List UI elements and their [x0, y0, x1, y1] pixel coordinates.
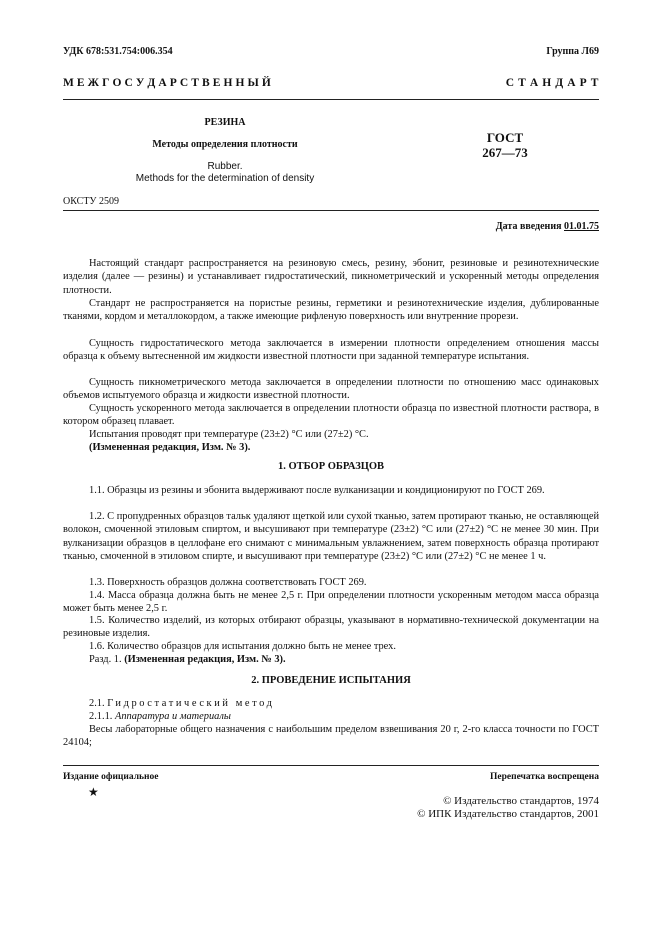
header-divider — [63, 99, 599, 100]
copyright-2001: © ИПК Издательство стандартов, 2001 — [417, 808, 599, 820]
section-1-item-3: 1.3. Поверхность образцов должна соответствовать ГОСТ 269. — [89, 577, 367, 588]
intro-paragraph-2: Стандарт не распространяется на пористые резины, герметики и резинотехнические изделия, дублированные тканями, кордом и металлокордом, а также имеющие рифленую поверхность или внутренние прорези. — [63, 298, 599, 323]
intro-paragraph-4: Сущность пикнометрического метода заключается в определении плотности по отношению масс одинаковых объемов испытуемого образца и жидкости известной плотности. — [63, 377, 599, 402]
section-1-item-1: 1.1. Образцы из резины и эбонита выдерживают после вулканизации и кондиционируют по ГОСТ 269. — [89, 485, 545, 496]
footer-divider — [63, 765, 599, 766]
effective-date — [496, 221, 599, 232]
section-2-text: Весы лабораторные общего назначения с наибольшим пределом взвешивания 20 г, 2-го класса точности по ГОСТ 24104; — [63, 724, 599, 749]
section-1-heading: 1. ОТБОР ОБРАЗЦОВ — [278, 461, 384, 472]
intro-paragraph-6: Испытания проводят при температуре (23±2) °С или (27±2) °С. — [89, 429, 369, 440]
section-1-item-2: 1.2. С пропудренных образцов тальк удаляют щеткой или сухой тканью, затем протирают тканью, не оставляющей волокон, смоченной этиловым спиртом, и высушивают при температуре (23±2) °С или (27±2) °С не менее 30 мин. При вулканизации образцов в целлофане его снимают с минимальным увлажнением, затем поверхность образца протирают тканью, смоченной в этиловом спирте, и высушивают при температуре (23±2) °С или (27±2) °С не менее 1 ч. — [63, 511, 600, 562]
group-code: Группа Л69 — [546, 46, 599, 57]
standard-banner-left: М Е Ж Г О С У Д А Р С Т В Е Н Н Ы Й — [63, 77, 272, 89]
effective-date-label: Дата введения — [495, 221, 562, 232]
section-1-item-5: 1.5. Количество изделий, из которых отбирают образцы, указывают в нормативно-технической документации на резиновые изделия. — [63, 615, 599, 640]
section-2-heading: 2. ПРОВЕДЕНИЕ ИСПЫТАНИЯ — [251, 675, 411, 686]
section-1-item-4: 1.4. Масса образца должна быть не менее 2,5 г. При определении плотности ускоренным методом масса образца может быть менее 2,5 г. — [63, 590, 599, 615]
standard-banner-right: С Т А Н Д А Р Т — [505, 77, 599, 89]
effective-date-value: 01.01.75 — [564, 221, 599, 232]
intro-paragraph-3: Сущность гидростатического метода заключается в измерении плотности определением отношения массы образца к объему вытесненной им жидкости известной плотности при заданной температуре испытания. — [63, 338, 599, 363]
intro-paragraph-5: Сущность ускоренного метода заключается в определении плотности образца по известной плотности раствора, в котором образец плавает. — [63, 403, 599, 428]
subsection-2-1-1: 2.1.1. Аппаратура и материалы — [89, 711, 231, 722]
english-title-1: Rubber. — [207, 161, 243, 172]
copyright-1974: © Издательство стандартов, 1974 — [443, 795, 599, 807]
udk-code: УДК 678:531.754:006.354 — [63, 46, 173, 57]
footer-official-edition: Издание официальное — [63, 772, 159, 782]
doc-title: РЕЗИНА — [204, 117, 246, 128]
gost-label: ГОСТ — [486, 130, 524, 145]
intro-edit-note: (Измененная редакция, Изм. № 3). — [89, 442, 251, 453]
star-icon: ★ — [88, 785, 99, 799]
doc-subtitle: Методы определения плотности — [152, 139, 298, 150]
english-title-2: Methods for the determination of density — [135, 173, 315, 184]
footer-reprint-prohibited: Перепечатка воспрещена — [489, 772, 599, 782]
intro-paragraph-1: Настоящий стандарт распространяется на резиновую смесь, резину, эбонит, резиновые и резинотехнические изделия (далее — резины) и устанавливает гидростатический, пикнометрический и ускоренный методы определения плотности. — [63, 258, 599, 296]
section-1-item-6: 1.6. Количество образцов для испытания должно быть не менее трех. — [89, 641, 396, 652]
title-divider — [63, 210, 599, 211]
okstu-code: ОКСТУ 2509 — [63, 196, 120, 207]
subsection-2-1: 2.1. Гидростатический метод — [89, 698, 275, 709]
gost-number: 267—73 — [482, 145, 528, 160]
section-1-edit-note: Разд. 1. (Измененная редакция, Изм. № 3). — [89, 654, 286, 665]
